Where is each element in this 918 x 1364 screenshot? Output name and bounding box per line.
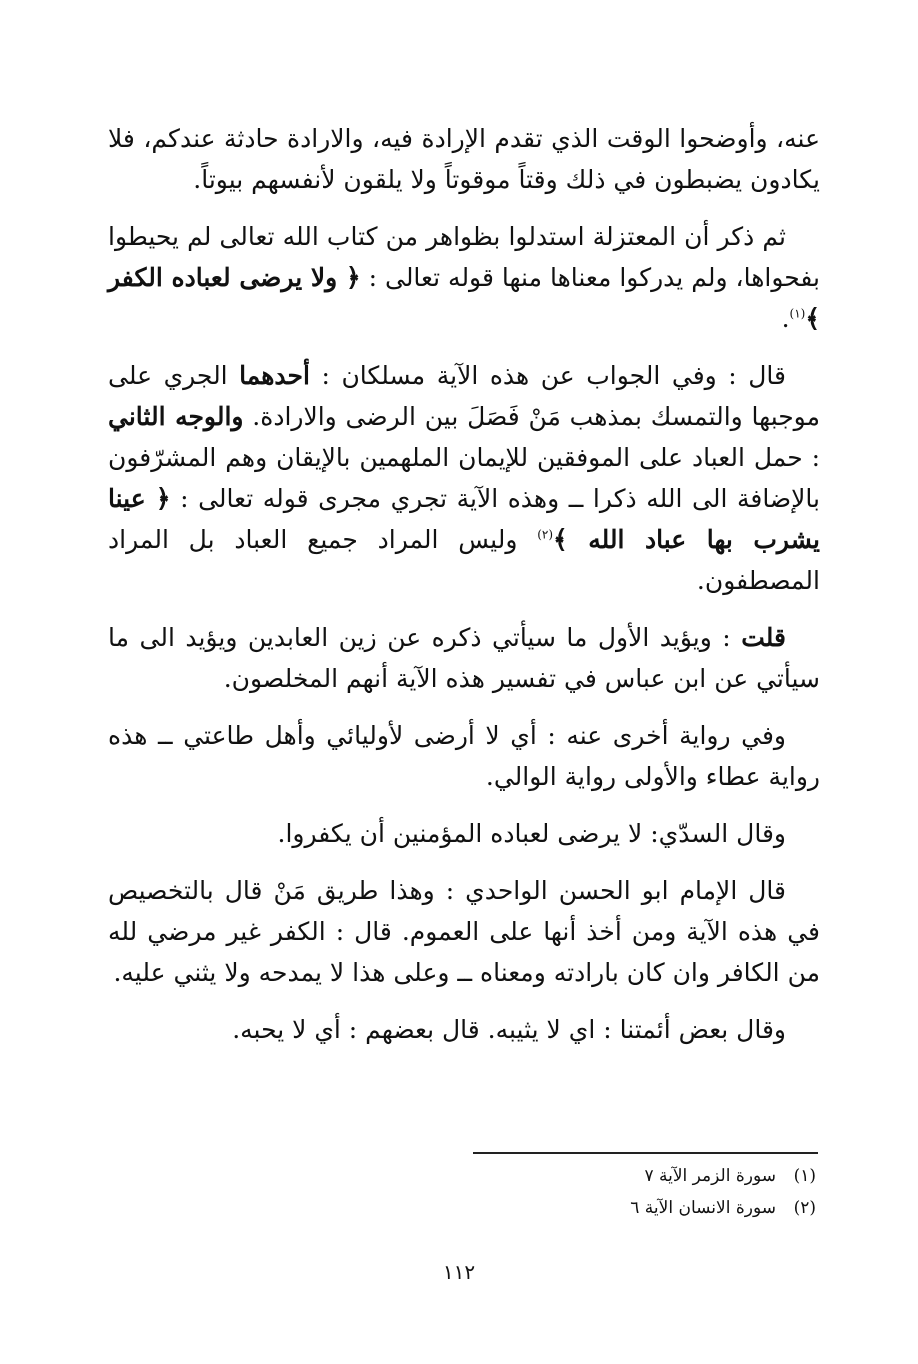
paragraph: [108, 870, 820, 993]
text-segment: .: [781, 304, 790, 333]
bold-text: والوجه الثاني: [108, 402, 244, 431]
text-segment: عنه، وأوضحوا الوقت الذي تقدم الإرادة فيه، والارادة حادثة عندكم، فلا يكادون يضبطون في ذلك وقتاً موقوتاً ولا يلقون لأنفسهم بيوتاً.: [108, 124, 820, 194]
bold-text: أحدهما: [239, 361, 310, 390]
paragraph: [108, 355, 820, 601]
text-segment: الجري على موجبها والتمسك بمذهب مَنْ فَصَلَ بين الرضى والارادة.: [108, 361, 820, 431]
footnotes: [456, 1160, 816, 1224]
footnote-marker: (٢): [537, 527, 554, 542]
paragraph: [108, 617, 820, 699]
footnote-text: سورة الزمر الآية ٧: [644, 1166, 776, 1186]
page-body: [108, 118, 820, 1066]
text-segment: وفي رواية أخرى عنه : أي لا أرضى لأوليائي وأهل طاعتي ــ هذه رواية عطاء والأولى رواية الوالي.: [108, 721, 820, 791]
footnote-number: (١): [793, 1166, 816, 1186]
text-segment: : حمل العباد على الموفقين للإيمان الملهمين بالإيقان وهم المشرّفون بالإضافة الى الله ذكرا ــ وهذه الآية تجري مجرى قوله تعالى :: [108, 443, 820, 513]
paragraph: [108, 216, 820, 339]
text-segment: قال الإمام ابو الحسن الواحدي : وهذا طريق مَنْ قال بالتخصيص في هذه الآية ومن أخذ أنها على العموم. قال : الكفر غير مرضي لله من الكافر وان كان بارادته ومعناه ــ وعلى هذا لا يمدحه ولا يثني عليه.: [108, 876, 820, 987]
paragraph: [108, 1009, 820, 1050]
text-segment: قال : وفي الجواب عن هذه الآية مسلكان :: [309, 361, 786, 390]
text-segment: ثم ذكر أن المعتزلة استدلوا بظواهر من كتاب الله تعالى لم يحيطوا بفحواها، ولم يدركوا معناها منها قوله تعالى :: [108, 222, 820, 292]
bold-text: قلت: [741, 623, 786, 652]
paragraph: [108, 118, 820, 200]
page-number: ١١٢: [442, 1260, 476, 1284]
text-segment: وليس المراد جميع العباد بل المراد المصطفون.: [108, 525, 820, 595]
footnote-item: [456, 1192, 816, 1224]
text-segment: : ويؤيد الأول ما سيأتي ذكره عن زين العابدين ويؤيد الى ما سيأتي عن ابن عباس في تفسير هذه الآية أنهم المخلصون.: [108, 623, 820, 693]
footnote-divider: [473, 1152, 818, 1154]
bold-text: ﴿ عينا يشرب بها عباد الله ﴾: [108, 484, 820, 554]
footnote-marker: (١): [789, 306, 806, 321]
bold-text: ﴿ ولا يرضى لعباده الكفر ﴾: [108, 263, 820, 333]
text-segment: وقال بعض أئمتنا : اي لا يثيبه. قال بعضهم : أي لا يحبه.: [232, 1015, 786, 1044]
footnote-text: سورة الانسان الآية ٦: [630, 1198, 776, 1218]
paragraph: [108, 813, 820, 854]
paragraph: [108, 715, 820, 797]
text-segment: وقال السدّي: لا يرضى لعباده المؤمنين أن يكفروا.: [277, 819, 786, 848]
footnote-number: (٢): [793, 1198, 816, 1218]
footnote-item: [456, 1160, 816, 1192]
